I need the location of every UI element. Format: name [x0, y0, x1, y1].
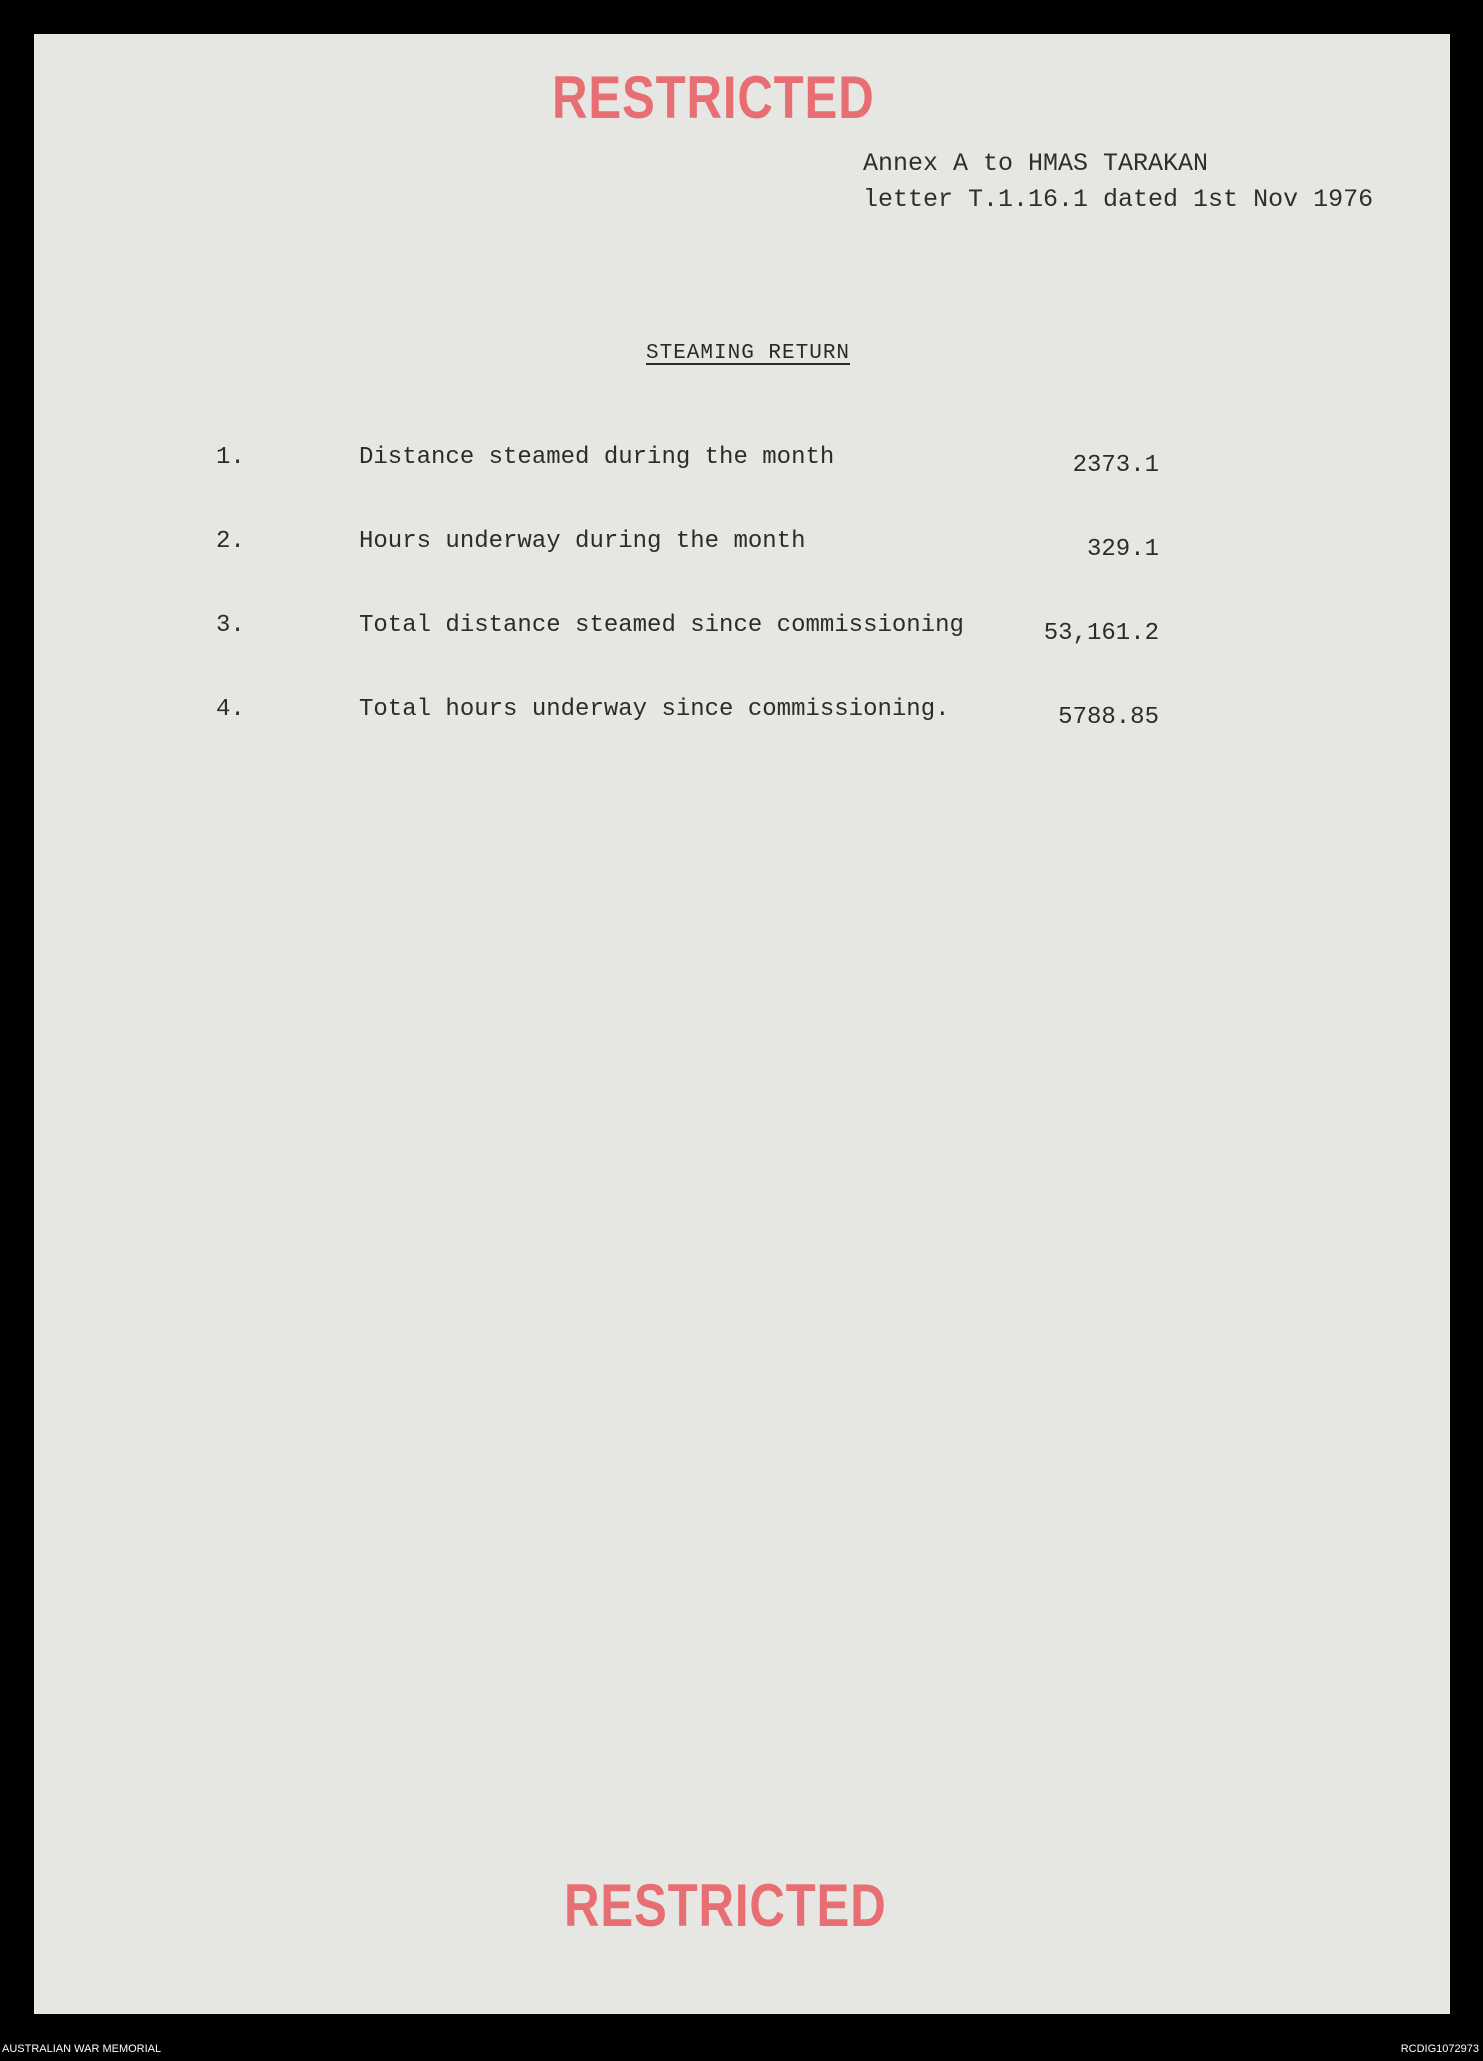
restricted-stamp-bottom: RESTRICTED	[564, 1872, 887, 1939]
annex-reference	[863, 146, 1373, 218]
item-value: 329.1	[1086, 536, 1159, 563]
annex-line-1: Annex A to HMAS TARAKAN	[863, 149, 1209, 178]
item-number: 1.	[216, 444, 245, 471]
list-item	[34, 528, 1450, 568]
item-value: 53,161.2	[1043, 620, 1159, 647]
item-number: 4.	[216, 696, 245, 723]
item-description: Hours underway during the month	[359, 528, 806, 555]
archive-credit: AUSTRALIAN WAR MEMORIAL	[2, 2043, 162, 2055]
list-item	[34, 444, 1450, 484]
item-value: 2373.1	[1072, 452, 1159, 479]
archive-id: RCDIG1072973	[1400, 2043, 1479, 2055]
item-description: Total hours underway since commissioning.	[359, 696, 950, 723]
document-page	[34, 34, 1450, 2014]
item-description: Distance steamed during the month	[359, 444, 835, 471]
document-title: STEAMING RETURN	[646, 342, 851, 365]
list-item	[34, 612, 1450, 652]
item-number: 3.	[216, 612, 245, 639]
restricted-stamp-top: RESTRICTED	[552, 64, 875, 131]
item-value: 5788.85	[1058, 704, 1159, 731]
annex-line-2: letter T.1.16.1 dated 1st Nov 1976	[863, 185, 1374, 214]
list-item	[34, 696, 1450, 736]
item-description: Total distance steamed since commissioning	[359, 612, 964, 639]
item-number: 2.	[216, 528, 245, 555]
